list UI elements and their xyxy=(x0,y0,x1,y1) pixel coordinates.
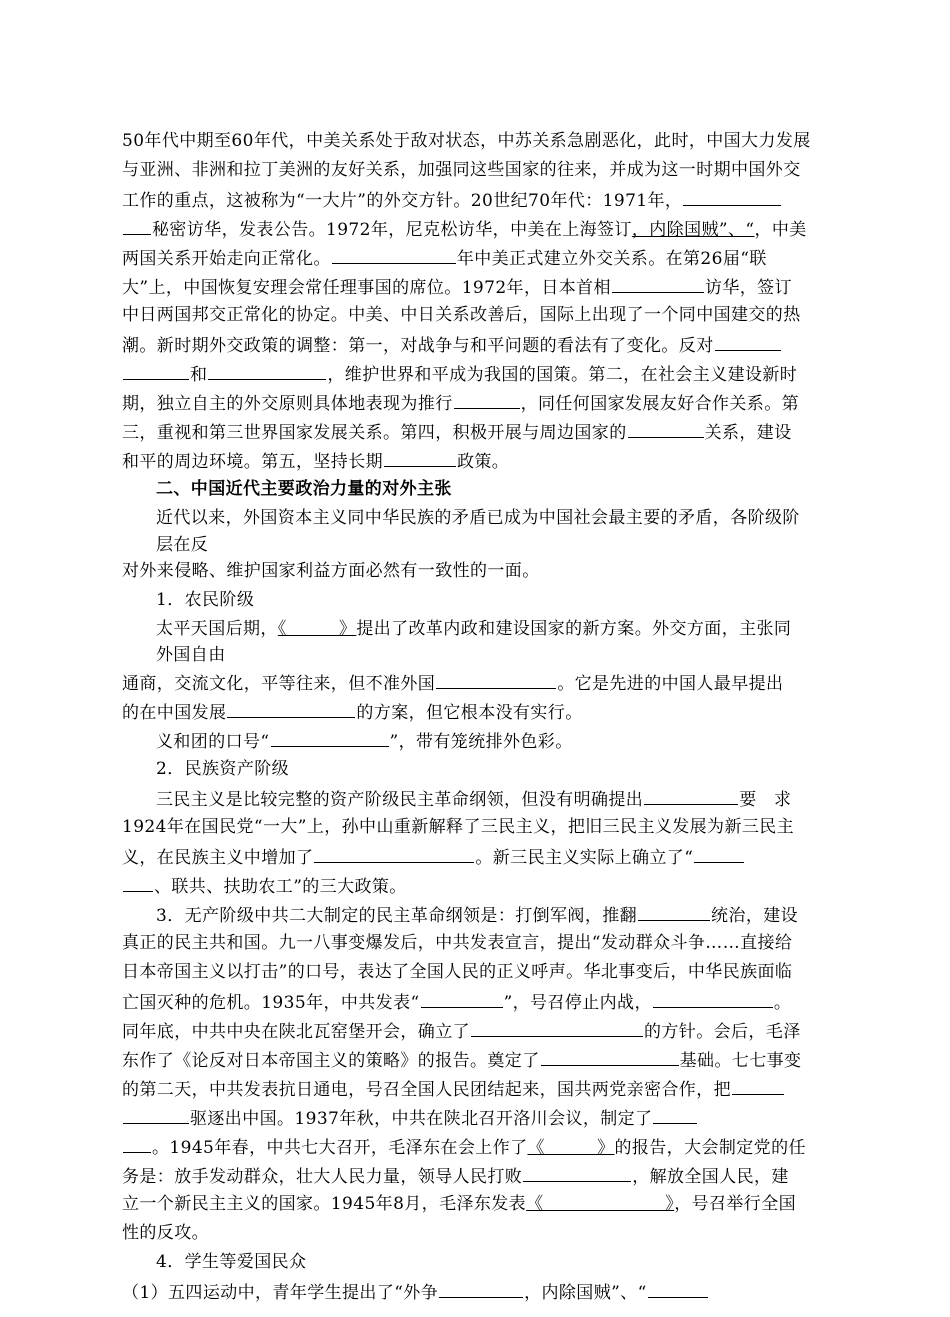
text: 义，在民族主义中增加了 xyxy=(122,848,314,868)
text: 两国关系开始走向正常化。 xyxy=(122,249,331,269)
answer-blank[interactable] xyxy=(653,1107,697,1124)
answer-blank[interactable] xyxy=(271,730,389,747)
text: 关系，建设 xyxy=(704,423,792,443)
text: 日本帝国主义以打击”的口号，表达了全国人民的正义呼声。华北事变后，中华民族面临 xyxy=(122,962,793,982)
answer-blank[interactable] xyxy=(541,1049,679,1066)
text-line xyxy=(122,450,509,472)
text: 立一个新民主主义的国家。1945年8月，毛泽东发表 xyxy=(122,1194,527,1214)
answer-blank[interactable] xyxy=(227,701,355,718)
text: 通商，交流文化，平等往来，但不准外国 xyxy=(122,674,436,694)
text-line xyxy=(156,904,798,926)
text: 近代以来，外国资本主义同中华民族的矛盾已成为中国社会最主要的矛盾，各阶级阶 xyxy=(156,508,800,528)
text: 义和团的口号“ xyxy=(156,732,270,752)
text-line xyxy=(122,334,782,356)
answer-blank[interactable]: ，内除国贼”、“ xyxy=(631,220,755,240)
text: 。1945年春，中共七大召开，毛泽东在会上作了 xyxy=(152,1138,528,1158)
text: 驱逐出中国。1937年秋，中共在陕北召开洛川会议，制定了 xyxy=(190,1109,653,1129)
text: 三，重视和第三世界国家发展关系。第四，积极开展与周边国家的 xyxy=(122,423,627,443)
text: 层在反 xyxy=(156,535,209,555)
text-line xyxy=(122,672,783,694)
text: （1）五四运动中，青年学生提出了“外争 xyxy=(122,1283,439,1303)
section-heading: 二、中国近代主要政治力量的对外主张 xyxy=(156,479,452,499)
text-line xyxy=(122,1020,801,1042)
text: 太平天国后期， xyxy=(156,619,278,639)
text-line xyxy=(122,1107,698,1129)
text-line xyxy=(122,701,583,723)
text-line xyxy=(156,535,208,555)
text-line xyxy=(122,991,791,1013)
answer-blank[interactable] xyxy=(653,991,773,1008)
text-line xyxy=(122,846,745,868)
text: ，解放全国人民，建 xyxy=(632,1167,789,1187)
answer-blank[interactable] xyxy=(123,1107,189,1124)
answer-blank[interactable] xyxy=(123,1136,151,1153)
text-line xyxy=(156,645,226,665)
answer-blank[interactable]: 《 》 xyxy=(277,619,357,639)
text-line xyxy=(122,131,811,151)
text: 。 xyxy=(773,993,792,1013)
text: 和平的周边环境。第五，坚持长期 xyxy=(122,452,383,472)
text-line xyxy=(122,305,801,325)
text: 1924年在国民党“一大”上，孙中山重新解释了三民主义，把旧三民主义发展为新三民主 xyxy=(122,817,795,837)
text-line xyxy=(122,1194,796,1214)
text: 。它是先进的中国人最早提出 xyxy=(557,674,784,694)
text-line xyxy=(122,875,407,897)
text-line xyxy=(122,1165,789,1187)
text: 、联共、扶助农工”的三大政策。 xyxy=(154,877,407,897)
answer-blank[interactable] xyxy=(384,450,456,467)
text: 要 求 xyxy=(739,790,792,810)
answer-blank[interactable] xyxy=(648,1281,708,1298)
answer-blank[interactable] xyxy=(332,247,456,264)
text: 的第二天，中共发表抗日通电，号召全国人民团结起来，国共两党亲密合作，把 xyxy=(122,1080,731,1100)
text: 访华，签订 xyxy=(704,278,792,298)
text: 同年底，中共中央在陕北瓦窑堡开会，确立了 xyxy=(122,1022,470,1042)
text-line xyxy=(156,730,573,752)
text: 统治，建设 xyxy=(711,906,799,926)
text: 。新三民主义实际上确立了“ xyxy=(475,848,694,868)
text: 政策。 xyxy=(457,452,510,472)
answer-blank[interactable] xyxy=(638,904,710,921)
answer-blank[interactable] xyxy=(523,1165,631,1182)
text: 的报告，大会制定党的任 xyxy=(614,1138,806,1158)
text: 的在中国发展 xyxy=(122,703,227,723)
text: 真正的民主共和国。九一八事变爆发后，中共发表宣言，提出“发动群众斗争……直接给 xyxy=(122,933,793,953)
text-line xyxy=(122,1078,785,1100)
text: 3．无产阶级中共二大制定的民主革命纲领是：打倒军阀，推翻 xyxy=(156,906,638,926)
text-line xyxy=(122,363,797,385)
answer-blank[interactable] xyxy=(123,363,189,380)
answer-blank[interactable] xyxy=(208,363,326,380)
answer-blank[interactable] xyxy=(454,392,520,409)
text: 东作了《论反对日本帝国主义的策略》的报告。奠定了 xyxy=(122,1051,540,1071)
text-line xyxy=(122,160,801,180)
text: 潮。新时期外交政策的调整：第一，对战争与和平问题的看法有了变化。反对 xyxy=(122,336,714,356)
answer-blank[interactable] xyxy=(123,218,151,235)
answer-blank[interactable]: 《 》 xyxy=(527,1138,615,1158)
text: ，号召举行全国 xyxy=(674,1194,797,1214)
text-line xyxy=(156,508,800,528)
text: 与亚洲、非洲和拉丁美洲的友好关系，加强同这些国家的往来，并成为这一时期中国外交 xyxy=(122,160,801,180)
subheading: 4．学生等爱国民众 xyxy=(156,1252,307,1272)
text-line xyxy=(122,218,807,240)
text-line xyxy=(122,1136,806,1158)
answer-blank[interactable] xyxy=(421,991,503,1008)
answer-blank[interactable] xyxy=(612,276,704,293)
text: 的方针。会后，毛泽 xyxy=(644,1022,801,1042)
text: ，维护世界和平成为我国的国策。第二，在社会主义建设新时 xyxy=(327,365,798,385)
text-line xyxy=(122,933,792,953)
text-line xyxy=(122,817,794,837)
answer-blank[interactable] xyxy=(694,846,744,863)
text: 中日两国邦交正常化的协定。中美、中日关系改善后，国际上出现了一个同中国建交的热 xyxy=(122,305,801,325)
text-line xyxy=(122,1049,801,1071)
text: ，同任何国家发展友好合作关系。第 xyxy=(520,394,800,414)
answer-blank[interactable] xyxy=(732,1078,784,1095)
text: 性的反攻。 xyxy=(122,1223,209,1243)
text: 工作的重点，这被称为“一大片”的外交方针。20世纪70年代：1971年， xyxy=(122,191,683,211)
answer-blank[interactable] xyxy=(439,1281,523,1298)
answer-blank[interactable] xyxy=(644,788,738,805)
answer-blank[interactable] xyxy=(683,189,781,206)
text-line xyxy=(122,561,540,581)
text: 大”上，中国恢复安理会常任理事国的席位。1972年，日本首相 xyxy=(122,278,611,298)
answer-blank[interactable] xyxy=(123,875,153,892)
text: 提出了改革内政和建设国家的新方案。外交方面，主张同 xyxy=(356,619,792,639)
text-line xyxy=(122,1281,709,1303)
text: 的方案，但它根本没有实行。 xyxy=(356,703,583,723)
text-line xyxy=(122,1223,209,1243)
text-line xyxy=(156,788,791,810)
text: 年中美正式建立外交关系。在第26届“联 xyxy=(456,249,767,269)
text: 务是：放手发动群众，壮大人民力量，领导人民打败 xyxy=(122,1167,523,1187)
text-line xyxy=(122,392,799,414)
answer-blank[interactable]: 《 》 xyxy=(526,1194,675,1214)
text: 外国自由 xyxy=(156,645,226,665)
text: 三民主义是比较完整的资产阶级民主革命纲领，但没有明确提出 xyxy=(156,790,644,810)
text: 50年代中期至60年代，中美关系处于敌对状态，中苏关系急剧恶化，此时，中国大力发展 xyxy=(122,131,811,151)
text: 秘密访华，发表公告。1972年，尼克松访华，中美在上海签订 xyxy=(152,220,632,240)
text-line xyxy=(122,189,782,211)
text: 亡国灭种的危机。1935年，中共发表“ xyxy=(122,993,420,1013)
answer-blank[interactable] xyxy=(628,421,704,438)
text: ，中美 xyxy=(754,220,807,240)
answer-blank[interactable] xyxy=(715,334,781,351)
text-line xyxy=(156,619,791,639)
text-line xyxy=(122,247,767,269)
answer-blank[interactable] xyxy=(471,1020,643,1037)
text: ”，号召停止内战， xyxy=(503,993,652,1013)
text: 和 xyxy=(190,365,208,385)
subheading: 2．民族资产阶级 xyxy=(156,759,290,779)
text-line xyxy=(122,276,792,298)
subheading: 1．农民阶级 xyxy=(156,590,255,610)
text: 基础。七七事变 xyxy=(679,1051,802,1071)
text: 对外来侵略、维护国家利益方面必然有一致性的一面。 xyxy=(122,561,540,581)
text-line xyxy=(122,421,792,443)
text-line xyxy=(122,962,792,982)
text: ，内除国贼”、“ xyxy=(524,1283,647,1303)
text: 期，独立自主的外交原则具体地表现为推行 xyxy=(122,394,453,414)
text: ”，带有笼统排外色彩。 xyxy=(389,732,573,752)
answer-blank[interactable] xyxy=(436,672,556,689)
answer-blank[interactable] xyxy=(314,846,474,863)
